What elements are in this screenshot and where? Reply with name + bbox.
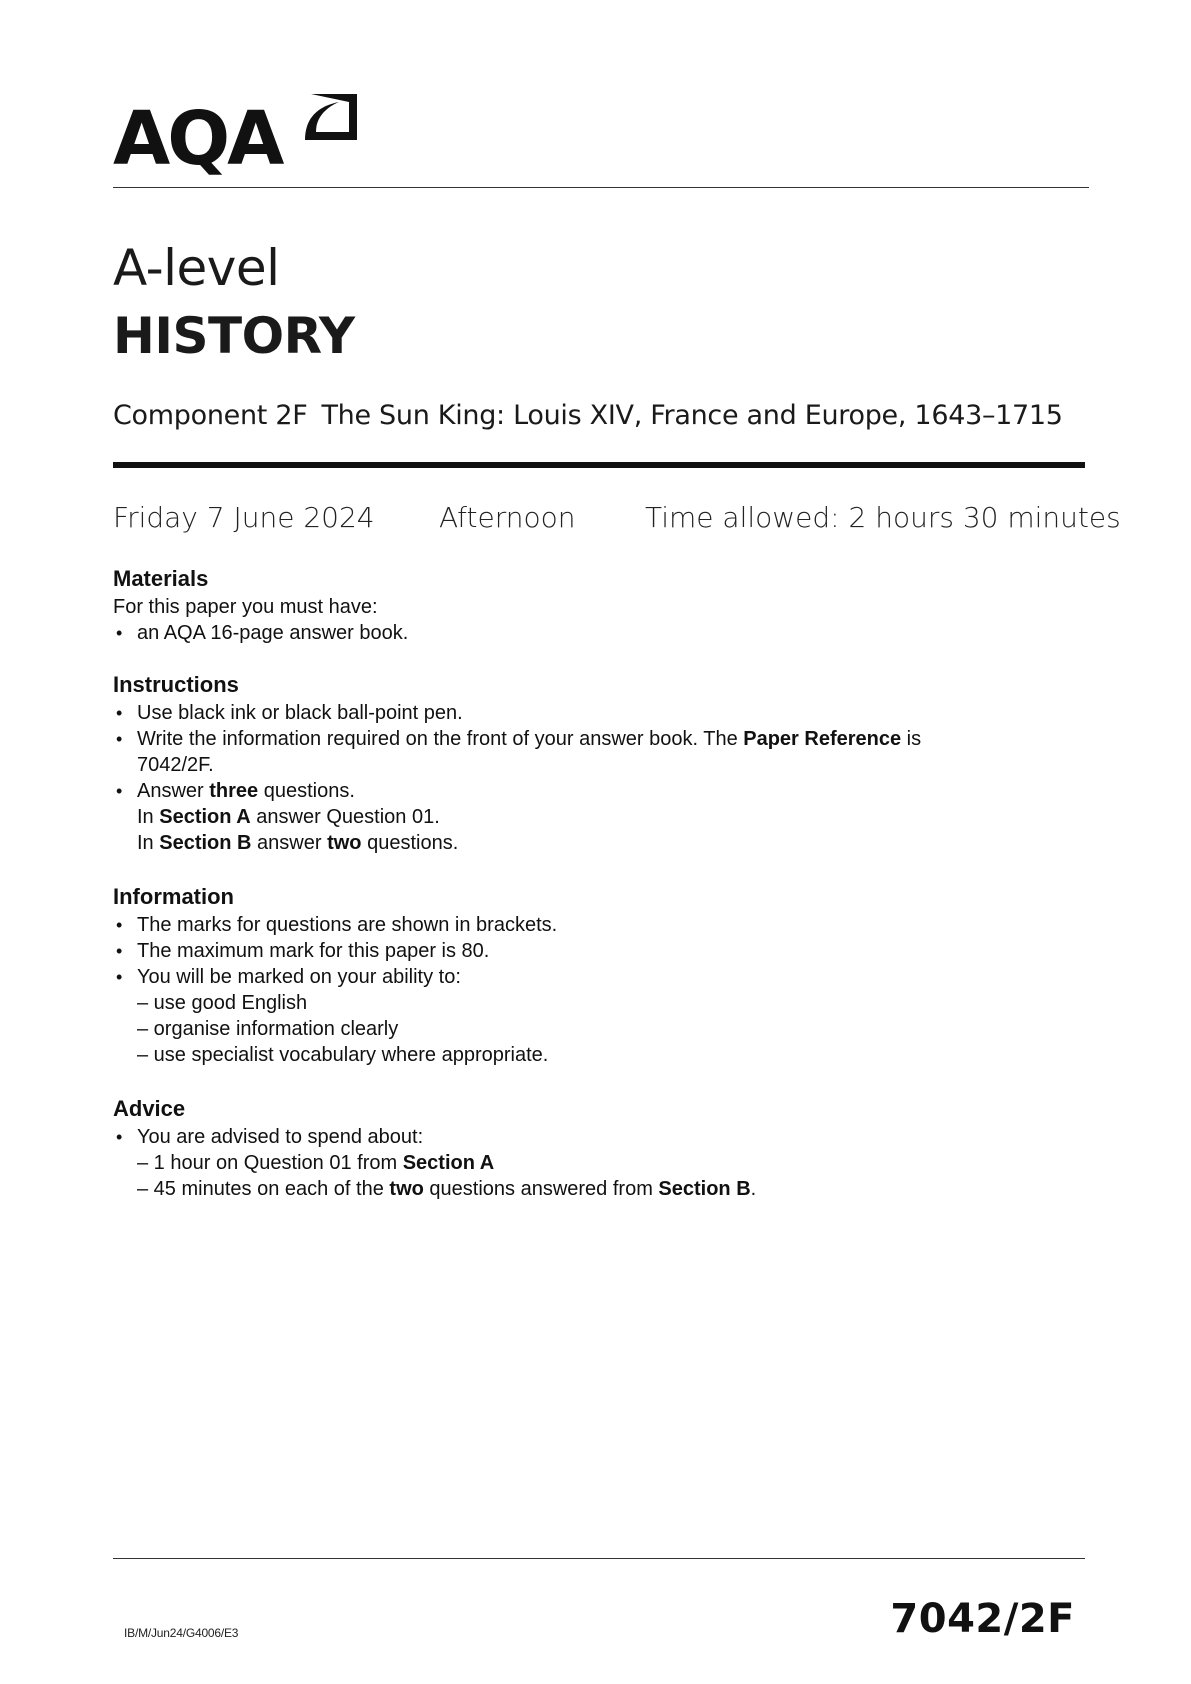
information-item: • The marks for questions are shown in brackets. (113, 912, 1073, 938)
advice-subitem: – 1 hour on Question 01 from Section A (137, 1152, 495, 1174)
qualification-title: A-level (113, 239, 280, 297)
instructions-heading: Instructions (113, 672, 239, 697)
thick-rule (113, 462, 1085, 468)
materials-item: • an AQA 16-page answer book. (113, 620, 1073, 646)
subject-title: HISTORY (113, 307, 355, 365)
information-section (113, 882, 1073, 1068)
information-subitem: – organise information clearly (137, 1018, 399, 1040)
information-item: • You will be marked on your ability to: (113, 964, 1073, 990)
information-subitem: – use specialist vocabulary where appropriate. (137, 1044, 549, 1066)
time-allowed: Time allowed: 2 hours 30 minutes (645, 501, 1121, 534)
aqa-logo-text: AQA (113, 96, 282, 180)
aqa-logo (113, 88, 375, 180)
information-item: • The maximum mark for this paper is 80. (113, 938, 1073, 964)
top-rule (113, 187, 1089, 188)
instructions-item: • Write the information required on the front of your answer book. The Paper Reference is 7042/2F. (113, 726, 1073, 778)
bottom-rule (113, 1558, 1085, 1559)
exam-session: Afternoon (439, 501, 576, 534)
information-subitem: – use good English (137, 992, 308, 1014)
instructions-section (113, 670, 1073, 856)
paper-reference: 7042/2F (890, 1596, 1075, 1642)
advice-subitem: – 45 minutes on each of the two questions answered from Section B. (137, 1178, 757, 1200)
advice-item: • You are advised to spend about: (113, 1124, 1073, 1150)
information-heading: Information (113, 884, 234, 909)
materials-heading: Materials (113, 566, 209, 591)
component-name: The Sun King: Louis XIV, France and Europe, 1643–1715 (321, 400, 1063, 431)
instructions-item: • Use black ink or black ball-point pen. (113, 700, 1073, 726)
component-title (113, 398, 1063, 434)
document-code: IB/M/Jun24/G4006/E3 (124, 1626, 239, 1640)
instructions-item: • Answer three questions. In Section A answer Question 01. In Section B answer two questions. (113, 778, 1073, 856)
advice-section (113, 1094, 1073, 1202)
materials-intro: For this paper you must have: (113, 596, 378, 618)
exam-date: Friday 7 June 2024 (113, 501, 375, 534)
materials-section (113, 564, 1073, 646)
advice-heading: Advice (113, 1096, 186, 1121)
component-code: Component 2F (113, 400, 308, 431)
aqa-leaf-mark (305, 94, 357, 140)
